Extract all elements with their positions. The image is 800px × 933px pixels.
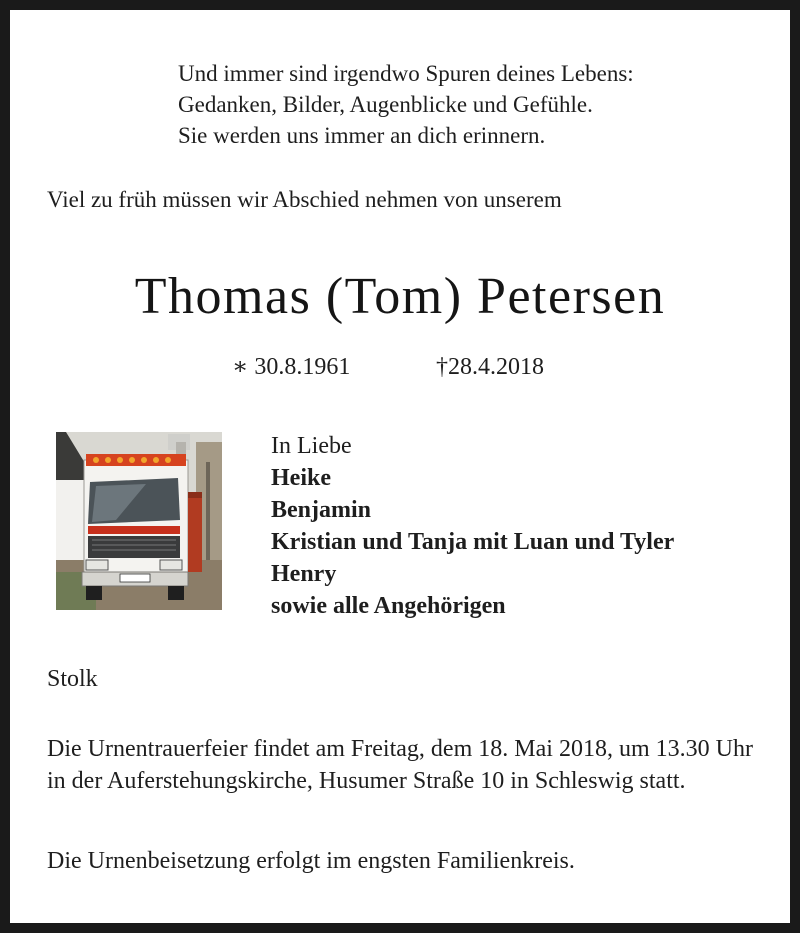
poem-line: Gedanken, Bilder, Augenblicke und Gefühle. [178,92,593,117]
poem-line: Und immer sind irgendwo Spuren deines Lebens: [178,61,634,86]
truck-photo [56,432,222,610]
memorial-poem [178,58,634,151]
ceremony-details: Die Urnentrauerfeier findet am Freitag, dem 18. Mai 2018, um 13.30 Uhr in der Auferstehungskirche, Husumer Straße 10 in Schleswig statt. [47,736,753,794]
burial-details: Die Urnenbeisetzung erfolgt im engsten Familienkreis. [47,848,575,874]
mourners-lead: In Liebe [271,433,352,459]
mourner-name: sowie alle Angehörigen [271,593,506,619]
mourner-name: Henry [271,561,337,587]
deceased-name: Thomas (Tom) Petersen [134,268,666,325]
death-date: †28.4.2018 [436,354,544,380]
intro-text: Viel zu früh müssen wir Abschied nehmen von unserem [47,187,562,212]
place-name: Stolk [47,666,98,692]
mourner-name: Heike [271,465,331,491]
poem-line: Sie werden uns immer an dich erinnern. [178,123,546,148]
mourner-name: Kristian und Tanja mit Luan und Tyler [271,529,675,555]
birth-date: ∗ 30.8.1961 [232,354,351,380]
mourner-name: Benjamin [271,497,372,523]
mourners-list [271,430,674,622]
